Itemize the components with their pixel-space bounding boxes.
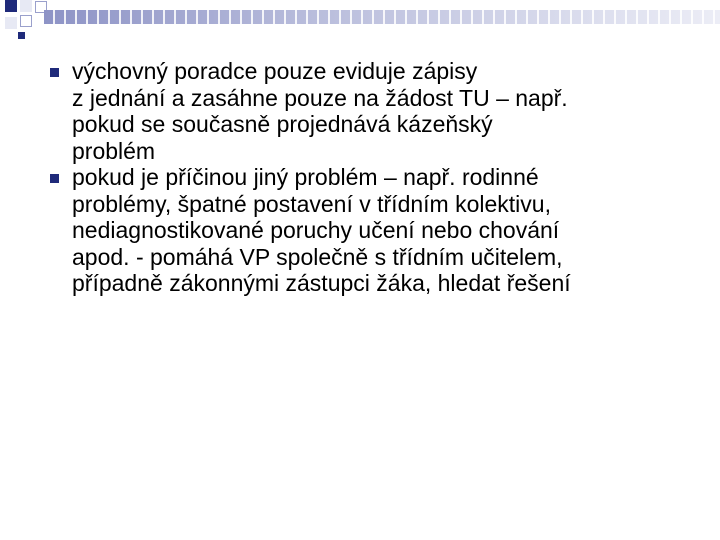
- header-gradient-bar: [44, 10, 720, 24]
- slide-content: [50, 58, 690, 297]
- bullet-text-line: z jednání a zasáhne pouze na žádost TU – např.: [72, 84, 568, 111]
- square-bullet-icon: [50, 68, 59, 77]
- bullet-list: [50, 58, 690, 297]
- bullet-item: [50, 164, 690, 297]
- decor-square-outline: [20, 15, 32, 27]
- bullet-text-line: výchovný poradce pouze eviduje zápisy: [72, 58, 478, 84]
- header-decoration: [0, 0, 720, 50]
- bullet-text-line: případně zákonnými zástupci žáka, hledat řešení: [72, 270, 571, 296]
- bullet-text-line: nediagnostikované poruchy učení nebo chování: [72, 217, 560, 243]
- bullet-text-line: apod. - pomáhá VP společně s třídním učitelem,: [72, 243, 563, 270]
- header-bar-stripes: [44, 10, 720, 24]
- decor-square-dark: [5, 0, 17, 12]
- decor-square-small: [18, 32, 25, 39]
- square-bullet-icon: [50, 174, 59, 183]
- bullet-text-line: problém: [72, 137, 156, 164]
- bullet-text-line: pokud se současně projednává kázeňský: [72, 111, 493, 137]
- decor-square-light: [20, 0, 32, 12]
- decor-square-light: [5, 17, 17, 29]
- bullet-text-line: pokud je příčinou jiný problém – např. rodinné: [72, 164, 539, 190]
- bullet-item: [50, 58, 690, 164]
- bullet-text-line: problémy, špatné postavení v třídním kolektivu,: [72, 190, 551, 217]
